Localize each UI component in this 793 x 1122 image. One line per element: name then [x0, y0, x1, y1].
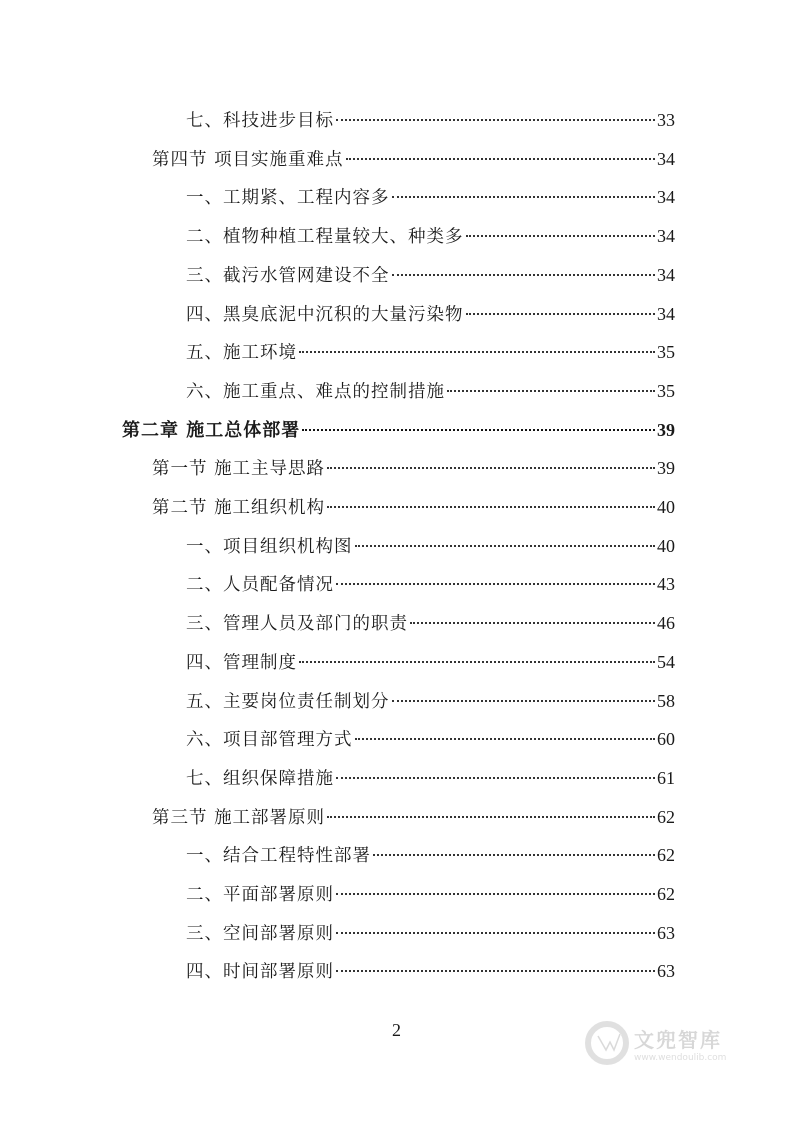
toc-dot-leader — [466, 312, 656, 315]
toc-entry-item[interactable] — [186, 534, 675, 558]
toc-entry-item[interactable] — [186, 224, 675, 248]
toc-entry-page: 34 — [657, 264, 675, 285]
toc-entry-label: 二、人员配备情况 — [186, 575, 334, 596]
toc-entry-section[interactable] — [152, 805, 675, 829]
toc-entry-page: 61 — [657, 767, 675, 788]
toc-dot-leader — [373, 853, 655, 856]
toc-dot-leader — [355, 737, 656, 740]
toc-entry-item[interactable] — [186, 263, 675, 287]
toc-dot-leader — [355, 544, 656, 547]
toc-entry-label: 二、平面部署原则 — [186, 885, 334, 905]
toc-entry-item[interactable] — [186, 379, 675, 403]
toc-entry-page: 34 — [657, 148, 675, 169]
toc-entry-label: 六、施工重点、难点的控制措施 — [186, 381, 445, 402]
toc-dot-leader — [466, 234, 656, 237]
toc-entry-label: 三、截污水管网建设不全 — [186, 265, 390, 286]
toc-dot-leader — [346, 157, 655, 160]
toc-entry-page: 34 — [657, 303, 675, 324]
toc-entry-page: 58 — [657, 690, 675, 711]
toc-dot-leader — [336, 582, 655, 585]
toc-entry-item[interactable] — [186, 843, 675, 867]
toc-entry-label: 一、工期紧、工程内容多 — [186, 188, 390, 209]
toc-entry-label: 三、管理人员及部门的职责 — [186, 614, 408, 635]
toc-entry-section[interactable] — [152, 456, 675, 480]
toc-entry-page: 63 — [657, 961, 675, 982]
toc-entry-item[interactable] — [186, 650, 675, 674]
toc-dot-leader — [447, 389, 655, 392]
toc-entry-label: 三、空间部署原则 — [186, 923, 334, 944]
toc-entry-page: 54 — [657, 651, 675, 672]
toc-entry-label: 五、主要岗位责任制划分 — [186, 691, 390, 712]
toc-entry-chapter[interactable] — [122, 418, 675, 442]
toc-entry-page: 40 — [657, 535, 675, 556]
toc-dot-leader — [336, 969, 655, 972]
toc-dot-leader — [327, 466, 655, 469]
toc-entry-page: 34 — [657, 226, 675, 247]
toc-dot-leader — [302, 428, 655, 431]
toc-entry-label: 第三节 施工部署原则 — [152, 807, 326, 828]
page-number: 2 — [392, 1020, 401, 1040]
toc-entry-page: 62 — [657, 845, 675, 866]
toc-entry-page: 39 — [657, 458, 675, 479]
toc-dot-leader — [410, 621, 655, 624]
toc-dot-leader — [392, 195, 656, 198]
wendou-logo-icon — [584, 1020, 630, 1066]
watermark-text: 文兜智库 — [634, 1027, 722, 1052]
toc-dot-leader — [336, 118, 655, 121]
toc-entry-page: 39 — [657, 419, 675, 440]
toc-entry-label: 七、科技进步目标 — [186, 111, 334, 131]
toc-entry-label: 第二章 施工总体部署 — [122, 419, 301, 441]
toc-entry-label: 七、组织保障措施 — [186, 768, 334, 789]
toc-entry-page: 63 — [657, 922, 675, 943]
toc-entry-label: 四、管理制度 — [186, 652, 297, 673]
toc-entry-page: 34 — [657, 187, 675, 208]
toc-dot-leader — [336, 931, 655, 934]
toc-entry-page: 62 — [657, 806, 675, 827]
toc-entry-label: 第二节 施工组织机构 — [152, 498, 326, 518]
toc-entry-label: 一、项目组织机构图 — [186, 536, 353, 557]
toc-entry-item[interactable] — [186, 959, 675, 983]
toc-entry-page: 43 — [657, 574, 675, 595]
toc-entry-item[interactable] — [186, 340, 675, 364]
toc-entry-page: 33 — [657, 110, 675, 130]
toc-entry-label: 五、施工环境 — [186, 343, 297, 364]
toc-entry-page: 40 — [657, 497, 675, 517]
toc-entry-label: 第四节 项目实施重难点 — [152, 149, 344, 170]
toc-entry-item[interactable] — [186, 611, 675, 635]
toc-entry-page: 35 — [657, 342, 675, 363]
toc-entry-label: 四、时间部署原则 — [186, 962, 334, 983]
toc-dot-leader — [299, 350, 655, 353]
toc-entry-item[interactable] — [186, 921, 675, 945]
toc-entry-item[interactable] — [186, 185, 675, 209]
toc-entry-label: 二、植物种植工程量较大、种类多 — [186, 227, 464, 248]
toc-dot-leader — [392, 273, 656, 276]
toc-entry-item[interactable] — [186, 689, 675, 713]
toc-dot-leader — [392, 699, 656, 702]
toc-entry-page: 46 — [657, 613, 675, 634]
toc-entry-section[interactable] — [152, 147, 675, 171]
toc-entry-page: 35 — [657, 380, 675, 401]
toc-entry-label: 一、结合工程特性部署 — [186, 846, 371, 867]
toc-entry-page: 62 — [657, 884, 675, 904]
toc-entry-label: 六、项目部管理方式 — [186, 730, 353, 751]
toc-entry-item[interactable] — [186, 727, 675, 751]
toc-entry-section[interactable] — [152, 495, 675, 519]
toc-dot-leader — [327, 505, 655, 508]
toc-entry-item[interactable] — [186, 766, 675, 790]
toc-dot-leader — [336, 776, 655, 779]
watermark — [584, 1018, 764, 1068]
toc-entry-label: 第一节 施工主导思路 — [152, 459, 326, 480]
toc-dot-leader — [336, 892, 655, 895]
toc-dot-leader — [327, 815, 655, 818]
toc-dot-leader — [299, 660, 655, 663]
watermark-url: www.wendoulib.com — [634, 1052, 727, 1063]
toc-entry-item[interactable] — [186, 882, 675, 906]
toc-entry-page: 60 — [657, 729, 675, 750]
toc-entry-item[interactable] — [186, 302, 675, 326]
toc-entry-item[interactable] — [186, 108, 675, 132]
toc-entry-item[interactable] — [186, 572, 675, 596]
toc-entry-label: 四、黑臭底泥中沉积的大量污染物 — [186, 304, 464, 325]
